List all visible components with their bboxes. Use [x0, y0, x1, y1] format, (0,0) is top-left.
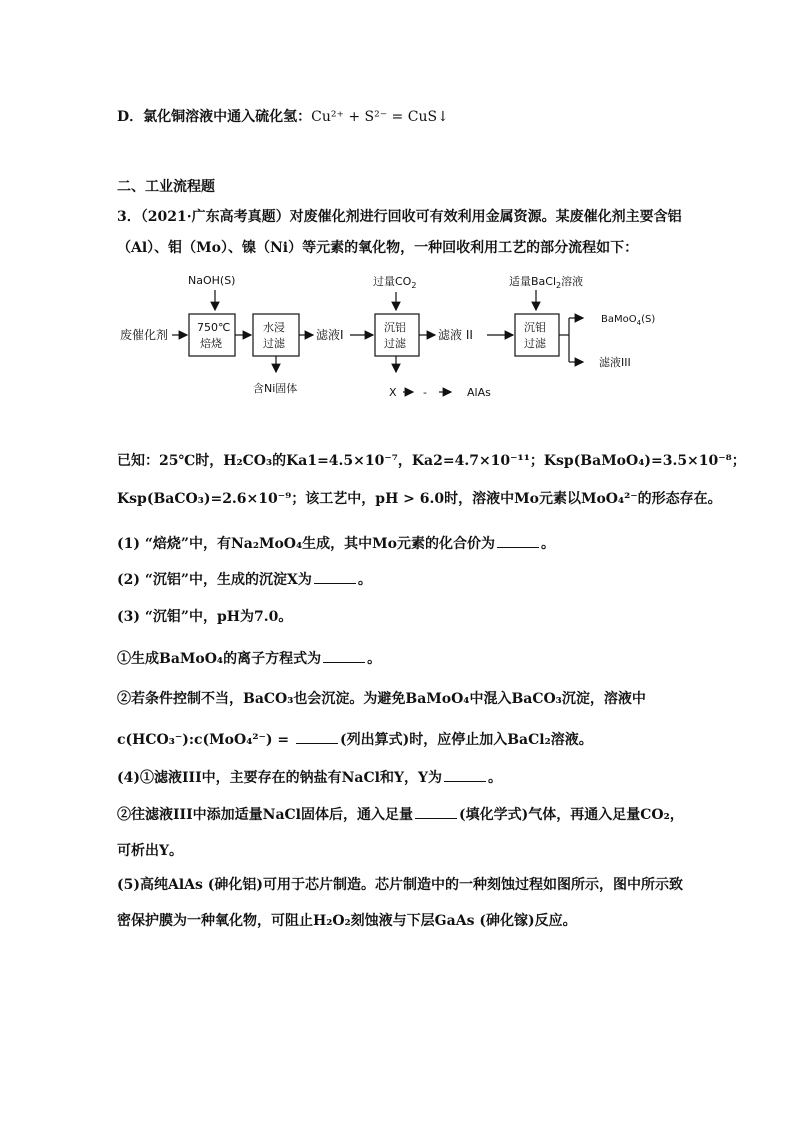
- q3b-ratio: c(HCO₃⁻):c(MoO₄²⁻) =: [117, 732, 294, 748]
- question-line-2: （Al）、钼（Mo）、镍（Ni）等元素的氧化物，一种回收利用工艺的部分流程如下：: [117, 240, 639, 256]
- q3a-text: ①生成BaMoO₄的离子方程式为: [117, 651, 322, 667]
- q4a: (4)①滤液III中，主要存在的钠盐有NaCl和Y，Y为 。: [117, 770, 502, 786]
- label-filtrate1: 滤液I: [316, 328, 344, 342]
- q3a: ①生成BaMoO₄的离子方程式为 。: [117, 651, 382, 667]
- q1-answer-blank: [497, 535, 539, 548]
- q2-text: (2) “沉铝”中，生成的沉淀X为: [117, 572, 312, 588]
- q4b-answer-blank: [415, 806, 457, 819]
- q1: (1) “焙烧”中，有Na₂MoO₄生成，其中Mo元素的化合价为 。: [117, 536, 555, 552]
- box1-line1: 750℃: [197, 321, 231, 334]
- q4b-line-1: ②往滤液III中添加适量NaCl固体后，通入足量 (填化学式)气体，再通入足量CO₂，: [117, 807, 684, 823]
- q3: (3) “沉钼”中，pH为7.0。: [117, 609, 293, 625]
- known-line-1: 已知：25℃时，H₂CO₃的Ka1=4.5×10⁻⁷，Ka2=4.7×10⁻¹¹；Ksp(BaMoO₄)=3.5×10⁻⁸；: [117, 453, 746, 469]
- q3a-answer-blank: [323, 650, 365, 663]
- q5-line-1: (5)高纯AlAs (砷化铝)可用于芯片制造。芯片制造中的一种刻蚀过程如图所示，图中所示致: [117, 877, 684, 893]
- process-flow-diagram: [117, 268, 677, 408]
- q3b-answer-blank: [296, 731, 338, 744]
- q3b-line-2: c(HCO₃⁻):c(MoO₄²⁻) = (列出算式)时，应停止加入BaCl₂溶液。: [117, 732, 593, 748]
- label-feed: 废催化剂: [120, 328, 169, 342]
- q5-line-2: 密保护膜为一种氧化物，可阻止H₂O₂刻蚀液与下层GaAs (砷化镓)反应。: [117, 913, 577, 929]
- q1-text: (1) “焙烧”中，有Na₂MoO₄生成，其中Mo元素的化合价为: [117, 536, 495, 552]
- box3-line1: 沉铝: [384, 321, 406, 334]
- option-d: [117, 108, 449, 126]
- q4b-text: ②往滤液III中添加适量NaCl固体后，通入足量: [117, 807, 413, 823]
- known-line-2: Ksp(BaCO₃)=2.6×10⁻⁹；该工艺中，pH > 6.0时，溶液中Mo元素以MoO₄²⁻的形态存在。: [117, 491, 722, 507]
- label-bamoo4: BaMoO$_4$(S): [601, 314, 656, 327]
- q2-answer-blank: [314, 571, 356, 584]
- label-x: X: [389, 386, 397, 399]
- box3-line2: 过滤: [384, 337, 406, 350]
- label-ni-solid: 含Ni固体: [253, 382, 298, 395]
- section-title: 二、工业流程题: [117, 179, 215, 195]
- box2-line2: 过滤: [263, 337, 285, 350]
- q4a-text: (4)①滤液III中，主要存在的钠盐有NaCl和Y，Y为: [117, 770, 442, 786]
- option-d-prefix: D．氯化铜溶液中通入硫化氢：: [117, 109, 312, 125]
- label-alas: AlAs: [467, 386, 491, 399]
- q4b-line-2: 可析出Y。: [117, 843, 183, 859]
- label-filtrate3: 滤液III: [599, 356, 631, 369]
- label-filtrate2: 滤液 II: [438, 328, 473, 342]
- label-naoh: NaOH(S): [188, 274, 236, 287]
- label-co2: 过量$CO_2$: [373, 275, 417, 290]
- label-dash: -: [423, 386, 427, 399]
- label-bacl2: 适量BaCl$_2$溶液: [509, 275, 584, 290]
- box4-line1: 沉钼: [524, 321, 546, 334]
- box4-line2: 过滤: [524, 337, 546, 350]
- box1-line2: 焙烧: [200, 337, 222, 350]
- q2: (2) “沉铝”中，生成的沉淀X为 。: [117, 572, 372, 588]
- box2-line1: 水浸: [263, 321, 285, 334]
- option-d-equation: Cu²⁺ + S²⁻ = CuS↓: [311, 109, 449, 125]
- q4a-answer-blank: [444, 769, 486, 782]
- question-line-1: 3．（2021·广东高考真题）对废催化剂进行回收可有效利用金属资源。某废催化剂主要含铝: [117, 209, 682, 225]
- q3b-line-1: ②若条件控制不当，BaCO₃也会沉淀。为避免BaMoO₄中混入BaCO₃沉淀，溶液中: [117, 691, 646, 707]
